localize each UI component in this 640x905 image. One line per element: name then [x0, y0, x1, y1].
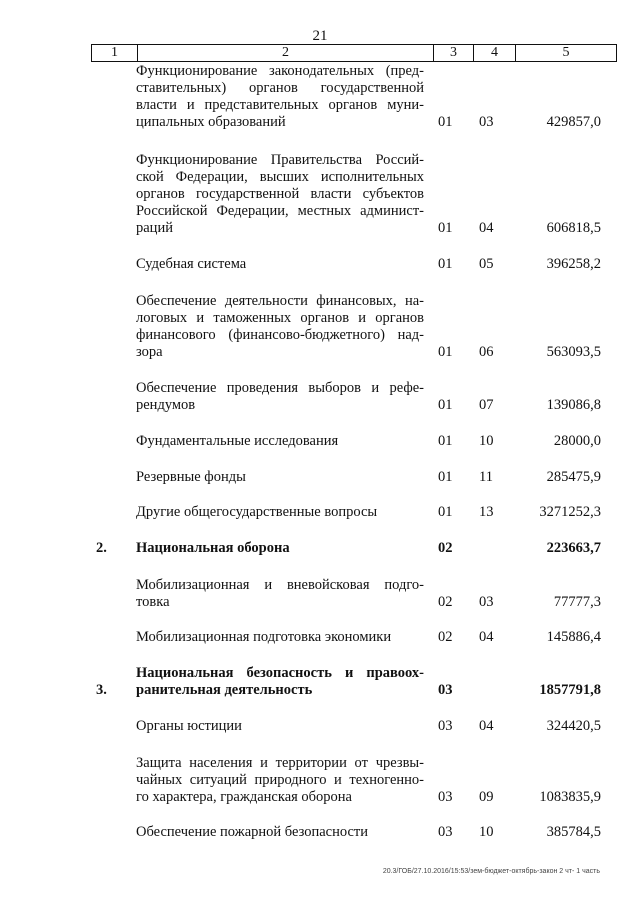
row-name [136, 577, 424, 611]
row-subsection-code: 10 [479, 433, 494, 449]
row-amount: 139086,8 [546, 397, 601, 413]
row-amount: 563093,5 [546, 344, 601, 360]
row-amount: 324420,5 [546, 718, 601, 734]
page-number: 21 [312, 28, 328, 44]
row-name [136, 504, 424, 521]
row-name [136, 469, 424, 486]
row-name-line: зора [136, 344, 163, 360]
row-name-line: Резервные фонды [136, 469, 246, 485]
row-section-code: 01 [438, 504, 453, 520]
table-row [0, 577, 640, 611]
row-name [136, 755, 424, 806]
row-name [136, 293, 424, 361]
row-name-line: Органы юстиции [136, 718, 242, 734]
row-amount: 77777,3 [553, 594, 601, 610]
row-amount: 606818,5 [546, 220, 601, 236]
table-row [0, 433, 640, 450]
row-name-line: чайных ситуаций природного и техногенно- [136, 772, 424, 788]
row-amount: 1857791,8 [539, 682, 601, 698]
row-section-code: 01 [438, 469, 453, 485]
row-name-line: Защита населения и территории от чрезвы- [136, 755, 424, 771]
table-row [0, 63, 640, 131]
row-name-line: Национальная безопасность и правоох- [136, 665, 424, 681]
row-amount: 3271252,3 [539, 504, 601, 520]
row-name-line: ставительных) органов государственной [136, 80, 424, 96]
table-row [0, 755, 640, 806]
row-name-line: ранительная деятельность [136, 682, 313, 698]
row-name [136, 256, 424, 273]
row-section-code: 03 [438, 718, 453, 734]
row-name-line: логовых и таможенных органов и органов [136, 310, 424, 326]
row-subsection-code: 13 [479, 504, 494, 520]
row-subsection-code: 09 [479, 789, 494, 805]
row-subsection-code: 03 [479, 114, 494, 130]
row-amount: 1083835,9 [539, 789, 601, 805]
row-amount: 285475,9 [546, 469, 601, 485]
row-name-line: го характера, гражданская оборона [136, 789, 352, 805]
column-header-5: 5 [516, 45, 617, 62]
row-name-line: Национальная оборона [136, 540, 290, 556]
table-row [0, 824, 640, 841]
row-amount: 28000,0 [553, 433, 601, 449]
row-section-code: 01 [438, 433, 453, 449]
table-row [0, 293, 640, 361]
column-header-2: 2 [138, 45, 434, 62]
row-name [136, 380, 424, 414]
table-row [0, 665, 640, 699]
row-name-line: финансового (финансово-бюджетного) над- [136, 327, 424, 343]
row-section-code: 01 [438, 114, 453, 130]
row-subsection-code: 04 [479, 629, 494, 645]
row-name-line: ской Федерации, высших исполнительных [136, 169, 424, 185]
row-name-line: Функционирование законодательных (пред- [136, 63, 424, 79]
row-subsection-code: 07 [479, 397, 494, 413]
row-name-line: Мобилизационная подготовка экономики [136, 629, 392, 645]
row-subsection-code: 03 [479, 594, 494, 610]
row-name-line: органов государственной власти субъектов [136, 186, 424, 202]
row-section-code: 03 [438, 682, 453, 698]
row-name [136, 824, 424, 841]
row-number: 2. [96, 540, 107, 556]
row-number: 3. [96, 682, 107, 698]
row-name-line: товка [136, 594, 170, 610]
row-subsection-code: 04 [479, 220, 494, 236]
table-row [0, 718, 640, 735]
row-name [136, 433, 424, 450]
row-name-line: ципальных образований [136, 114, 286, 130]
row-name-line: Обеспечение пожарной безопасности [136, 824, 369, 840]
row-name [136, 718, 424, 735]
row-name [136, 152, 424, 237]
row-name [136, 540, 424, 557]
column-header-table [91, 44, 617, 62]
row-amount: 145886,4 [546, 629, 601, 645]
row-amount: 429857,0 [546, 114, 601, 130]
row-name-line: власти и представительных органов муни- [136, 97, 424, 113]
row-name-line: Другие общегосударственные вопросы [136, 504, 378, 520]
table-row [0, 469, 640, 486]
document-footer: 20.3/ГОБ/27.10.2016/15:53/зем-бюджет-октябрь-закон 2 чт- 1 часть [382, 868, 600, 875]
row-name-line: Фундаментальные исследования [136, 433, 339, 449]
row-name-line: Обеспечение проведения выборов и рефе- [136, 380, 424, 396]
table-row [0, 540, 640, 557]
table-row [0, 152, 640, 237]
row-name [136, 665, 424, 699]
row-name-line: Мобилизационная и вневойсковая подго- [136, 577, 424, 593]
row-section-code: 01 [438, 220, 453, 236]
row-section-code: 02 [438, 629, 453, 645]
row-name [136, 629, 424, 646]
row-name-line: раций [136, 220, 173, 236]
row-amount: 396258,2 [546, 256, 601, 272]
row-name-line: рендумов [136, 397, 196, 413]
table-row [0, 504, 640, 521]
row-amount: 385784,5 [546, 824, 601, 840]
row-subsection-code: 06 [479, 344, 494, 360]
row-section-code: 02 [438, 540, 453, 556]
row-subsection-code: 10 [479, 824, 494, 840]
column-header-1: 1 [92, 45, 138, 62]
row-name-line: Функционирование Правительства Россий- [136, 152, 424, 168]
row-section-code: 03 [438, 824, 453, 840]
row-section-code: 03 [438, 789, 453, 805]
row-section-code: 01 [438, 397, 453, 413]
row-section-code: 01 [438, 256, 453, 272]
row-section-code: 02 [438, 594, 453, 610]
row-subsection-code: 11 [479, 469, 493, 485]
row-section-code: 01 [438, 344, 453, 360]
row-name [136, 63, 424, 131]
table-row [0, 256, 640, 273]
table-row [0, 629, 640, 646]
column-header-3: 3 [434, 45, 474, 62]
row-name-line: Обеспечение деятельности финансовых, на- [136, 293, 424, 309]
column-header-row [92, 45, 617, 62]
row-subsection-code: 05 [479, 256, 494, 272]
row-amount: 223663,7 [546, 540, 601, 556]
table-row [0, 380, 640, 414]
row-name-line: Российской Федерации, местных админист- [136, 203, 424, 219]
row-name-line: Судебная система [136, 256, 247, 272]
column-header-4: 4 [474, 45, 516, 62]
row-subsection-code: 04 [479, 718, 494, 734]
